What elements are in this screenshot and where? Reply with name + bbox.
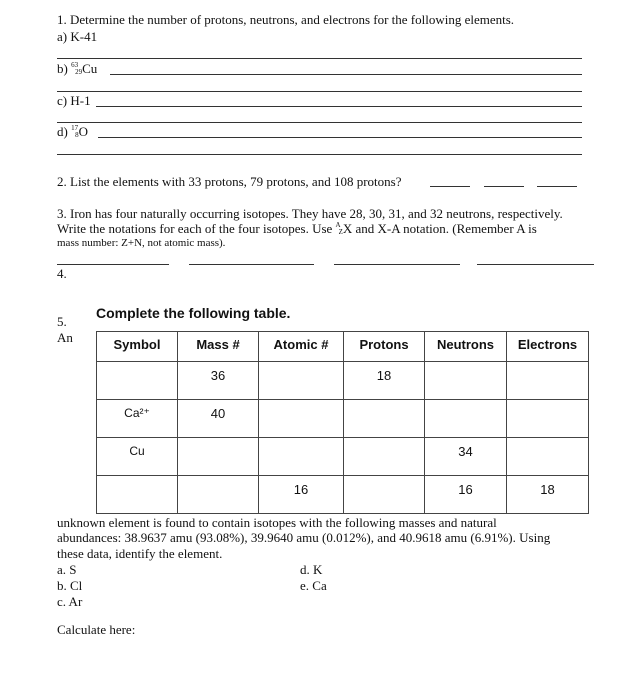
- table-cell[interactable]: [259, 362, 344, 400]
- table-cell[interactable]: [507, 438, 589, 476]
- q5-label-continued: An: [57, 330, 73, 345]
- q1d-answer-line-2[interactable]: [57, 154, 582, 155]
- table-header-row: [97, 332, 589, 362]
- header-symbol: Symbol: [97, 332, 178, 362]
- q6-line2: abundances: 38.9637 amu (93.08%), 39.9640 amu (0.012%), and 40.9618 amu (6.91%). Using: [57, 530, 551, 545]
- q4-label: 4.: [57, 266, 67, 281]
- q1-prompt: 1. Determine the number of protons, neutrons, and electrons for the following elements.: [57, 12, 515, 27]
- table-row: [97, 400, 589, 438]
- table-cell[interactable]: [259, 438, 344, 476]
- header-atomic: Atomic #: [259, 332, 344, 362]
- q3-line2: Write the notations for each of the four isotopes. Use $^A_Z$X and X-A notation. (Remember A is: [57, 221, 537, 236]
- table-cell[interactable]: [178, 438, 259, 476]
- table-cell[interactable]: 18: [507, 476, 589, 514]
- q1b-label: b) $^{63}_{29}$Cu: [57, 61, 98, 76]
- q1d-label: d) $^{17}_8$O: [57, 124, 88, 139]
- table-title: Complete the following table.: [96, 305, 291, 321]
- q3-answer-line-1[interactable]: [57, 264, 169, 265]
- table-cell[interactable]: 16: [259, 476, 344, 514]
- table-cell[interactable]: Ca²⁺: [97, 400, 178, 438]
- header-electrons: Electrons: [507, 332, 589, 362]
- table-cell[interactable]: [97, 476, 178, 514]
- q2-answer-line-3[interactable]: [537, 186, 577, 187]
- table-cell[interactable]: [425, 400, 507, 438]
- table-cell[interactable]: [97, 362, 178, 400]
- table-cell[interactable]: [425, 362, 507, 400]
- q6-line1: unknown element is found to contain isotopes with the following masses and natural: [57, 515, 497, 530]
- q1d-answer-line[interactable]: [98, 137, 582, 138]
- header-protons: Protons: [344, 332, 425, 362]
- q6-option-a[interactable]: a. S: [57, 562, 77, 577]
- table-cell[interactable]: [344, 476, 425, 514]
- table-cell[interactable]: 36: [178, 362, 259, 400]
- q6-option-d[interactable]: d. K: [300, 562, 323, 577]
- table-row: [97, 362, 589, 400]
- table-cell[interactable]: Cu: [97, 438, 178, 476]
- q5-label: 5.: [57, 314, 67, 329]
- q3-line1: 3. Iron has four naturally occurring isotopes. They have 28, 30, 31, and 32 neutrons, respectively.: [57, 206, 563, 221]
- calculate-here-label: Calculate here:: [57, 622, 136, 637]
- q2-prompt: 2. List the elements with 33 protons, 79 protons, and 108 protons?: [57, 174, 402, 189]
- table-cell[interactable]: 18: [344, 362, 425, 400]
- q6-line3: these data, identify the element.: [57, 546, 223, 561]
- q2-answer-line-2[interactable]: [484, 186, 524, 187]
- q1b-answer-line-2[interactable]: [57, 91, 582, 92]
- q2-answer-line-1[interactable]: [430, 186, 470, 187]
- table-cell[interactable]: [344, 438, 425, 476]
- q6-option-e[interactable]: e. Ca: [300, 578, 327, 593]
- q3-line3: mass number: Z+N, not atomic mass).: [57, 237, 226, 249]
- q6-option-c[interactable]: c. Ar: [57, 594, 83, 609]
- table-cell[interactable]: 34: [425, 438, 507, 476]
- table-cell[interactable]: [507, 400, 589, 438]
- table-row: [97, 476, 589, 514]
- table-cell[interactable]: [507, 362, 589, 400]
- table-cell[interactable]: [259, 400, 344, 438]
- q3-answer-line-3[interactable]: [334, 264, 460, 265]
- q1a-label: a) K-41: [57, 29, 98, 44]
- q3-answer-line-2[interactable]: [189, 264, 314, 265]
- table-row: [97, 438, 589, 476]
- q6-option-b[interactable]: b. Cl: [57, 578, 83, 593]
- q1c-answer-line[interactable]: [96, 106, 582, 107]
- q1a-answer-line[interactable]: [57, 58, 582, 59]
- table-cell[interactable]: [178, 476, 259, 514]
- q3-answer-line-4[interactable]: [477, 264, 594, 265]
- header-neutrons: Neutrons: [425, 332, 507, 362]
- q1b-answer-line[interactable]: [110, 74, 582, 75]
- header-mass: Mass #: [178, 332, 259, 362]
- table-cell[interactable]: 16: [425, 476, 507, 514]
- table-cell[interactable]: [344, 400, 425, 438]
- table-cell[interactable]: 40: [178, 400, 259, 438]
- q1c-answer-line-2[interactable]: [57, 122, 582, 123]
- q1c-label: c) H-1: [57, 93, 91, 108]
- element-table: [96, 331, 589, 514]
